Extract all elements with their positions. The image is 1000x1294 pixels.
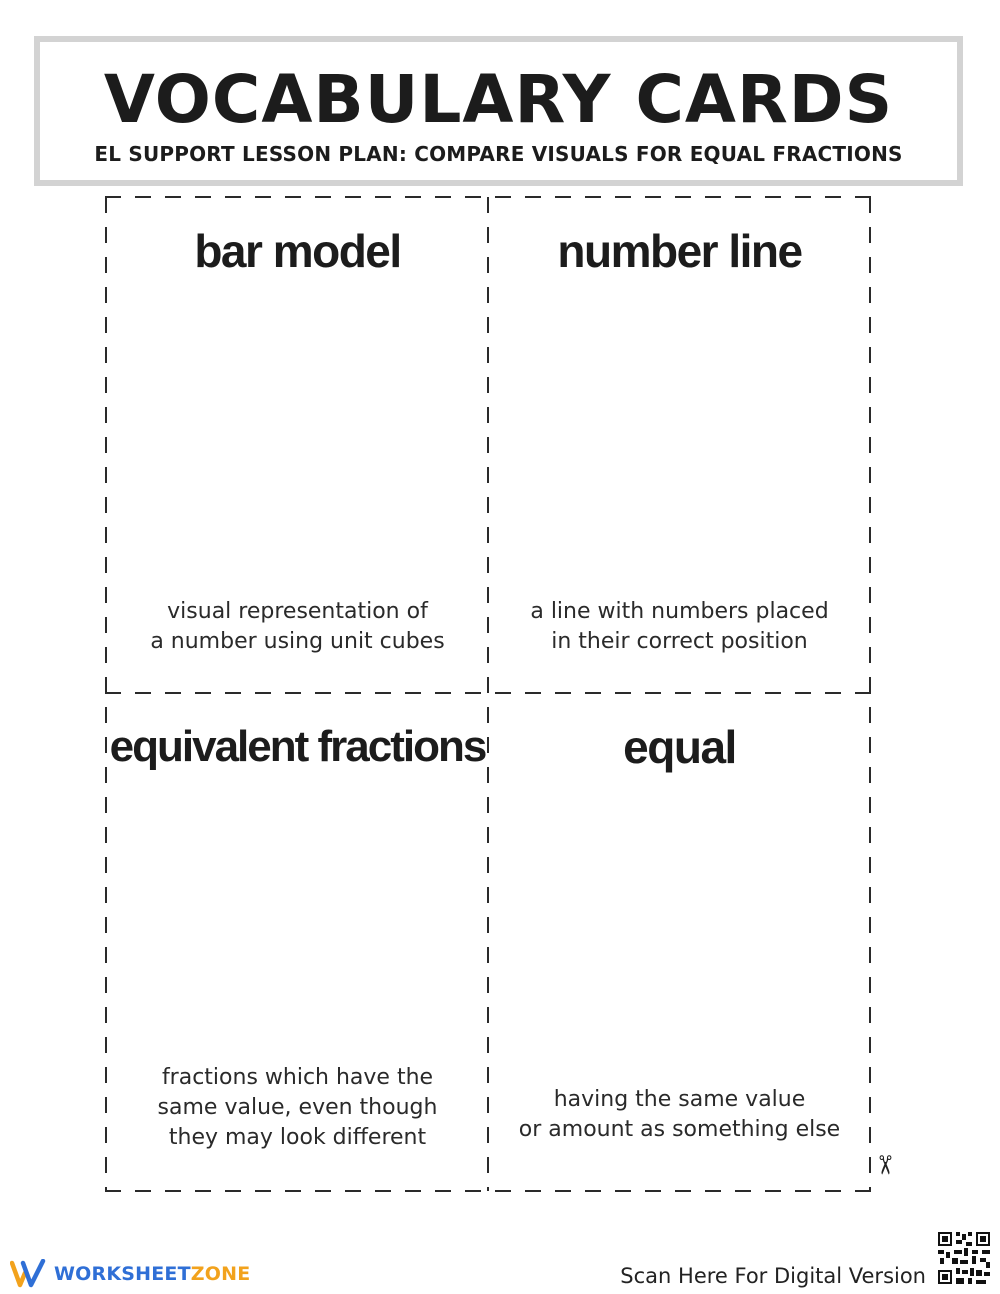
qr-code-icon[interactable]: [936, 1230, 992, 1286]
logo-mark-icon: [10, 1259, 48, 1289]
logo-text: [54, 1263, 250, 1285]
scissors-icon: ✂: [868, 1154, 899, 1176]
vocab-card: [488, 197, 871, 694]
card-term: equal: [623, 721, 736, 773]
card-definition: having the same value or amount as something else: [518, 1087, 841, 1142]
card-definition: a line with numbers placed in their correct position: [530, 599, 829, 654]
card-term: number line: [557, 225, 802, 277]
page-subtitle: EL SUPPORT LESSON PLAN: COMPARE VISUALS FOR EQUAL FRACTIONS: [94, 142, 903, 166]
card-term: bar model: [194, 225, 401, 277]
card-definition: fractions which have the same value, even though they may look different: [157, 1065, 438, 1150]
vocab-card: [488, 693, 871, 1190]
card-definition: visual representation of a number using unit cubes: [150, 599, 445, 654]
vocab-card: [106, 197, 489, 694]
logo-word-zone: ZONE: [190, 1263, 251, 1285]
worksheetzone-logo[interactable]: [10, 1258, 250, 1290]
page-header: [34, 36, 963, 186]
page-title: VOCABULARY CARDS: [103, 61, 894, 138]
vocab-card: [106, 693, 489, 1190]
scan-instruction: Scan Here For Digital Version: [620, 1264, 926, 1288]
logo-word-worksheet: WORKSHEET: [54, 1263, 191, 1285]
card-term: equivalent fractions: [109, 722, 486, 771]
